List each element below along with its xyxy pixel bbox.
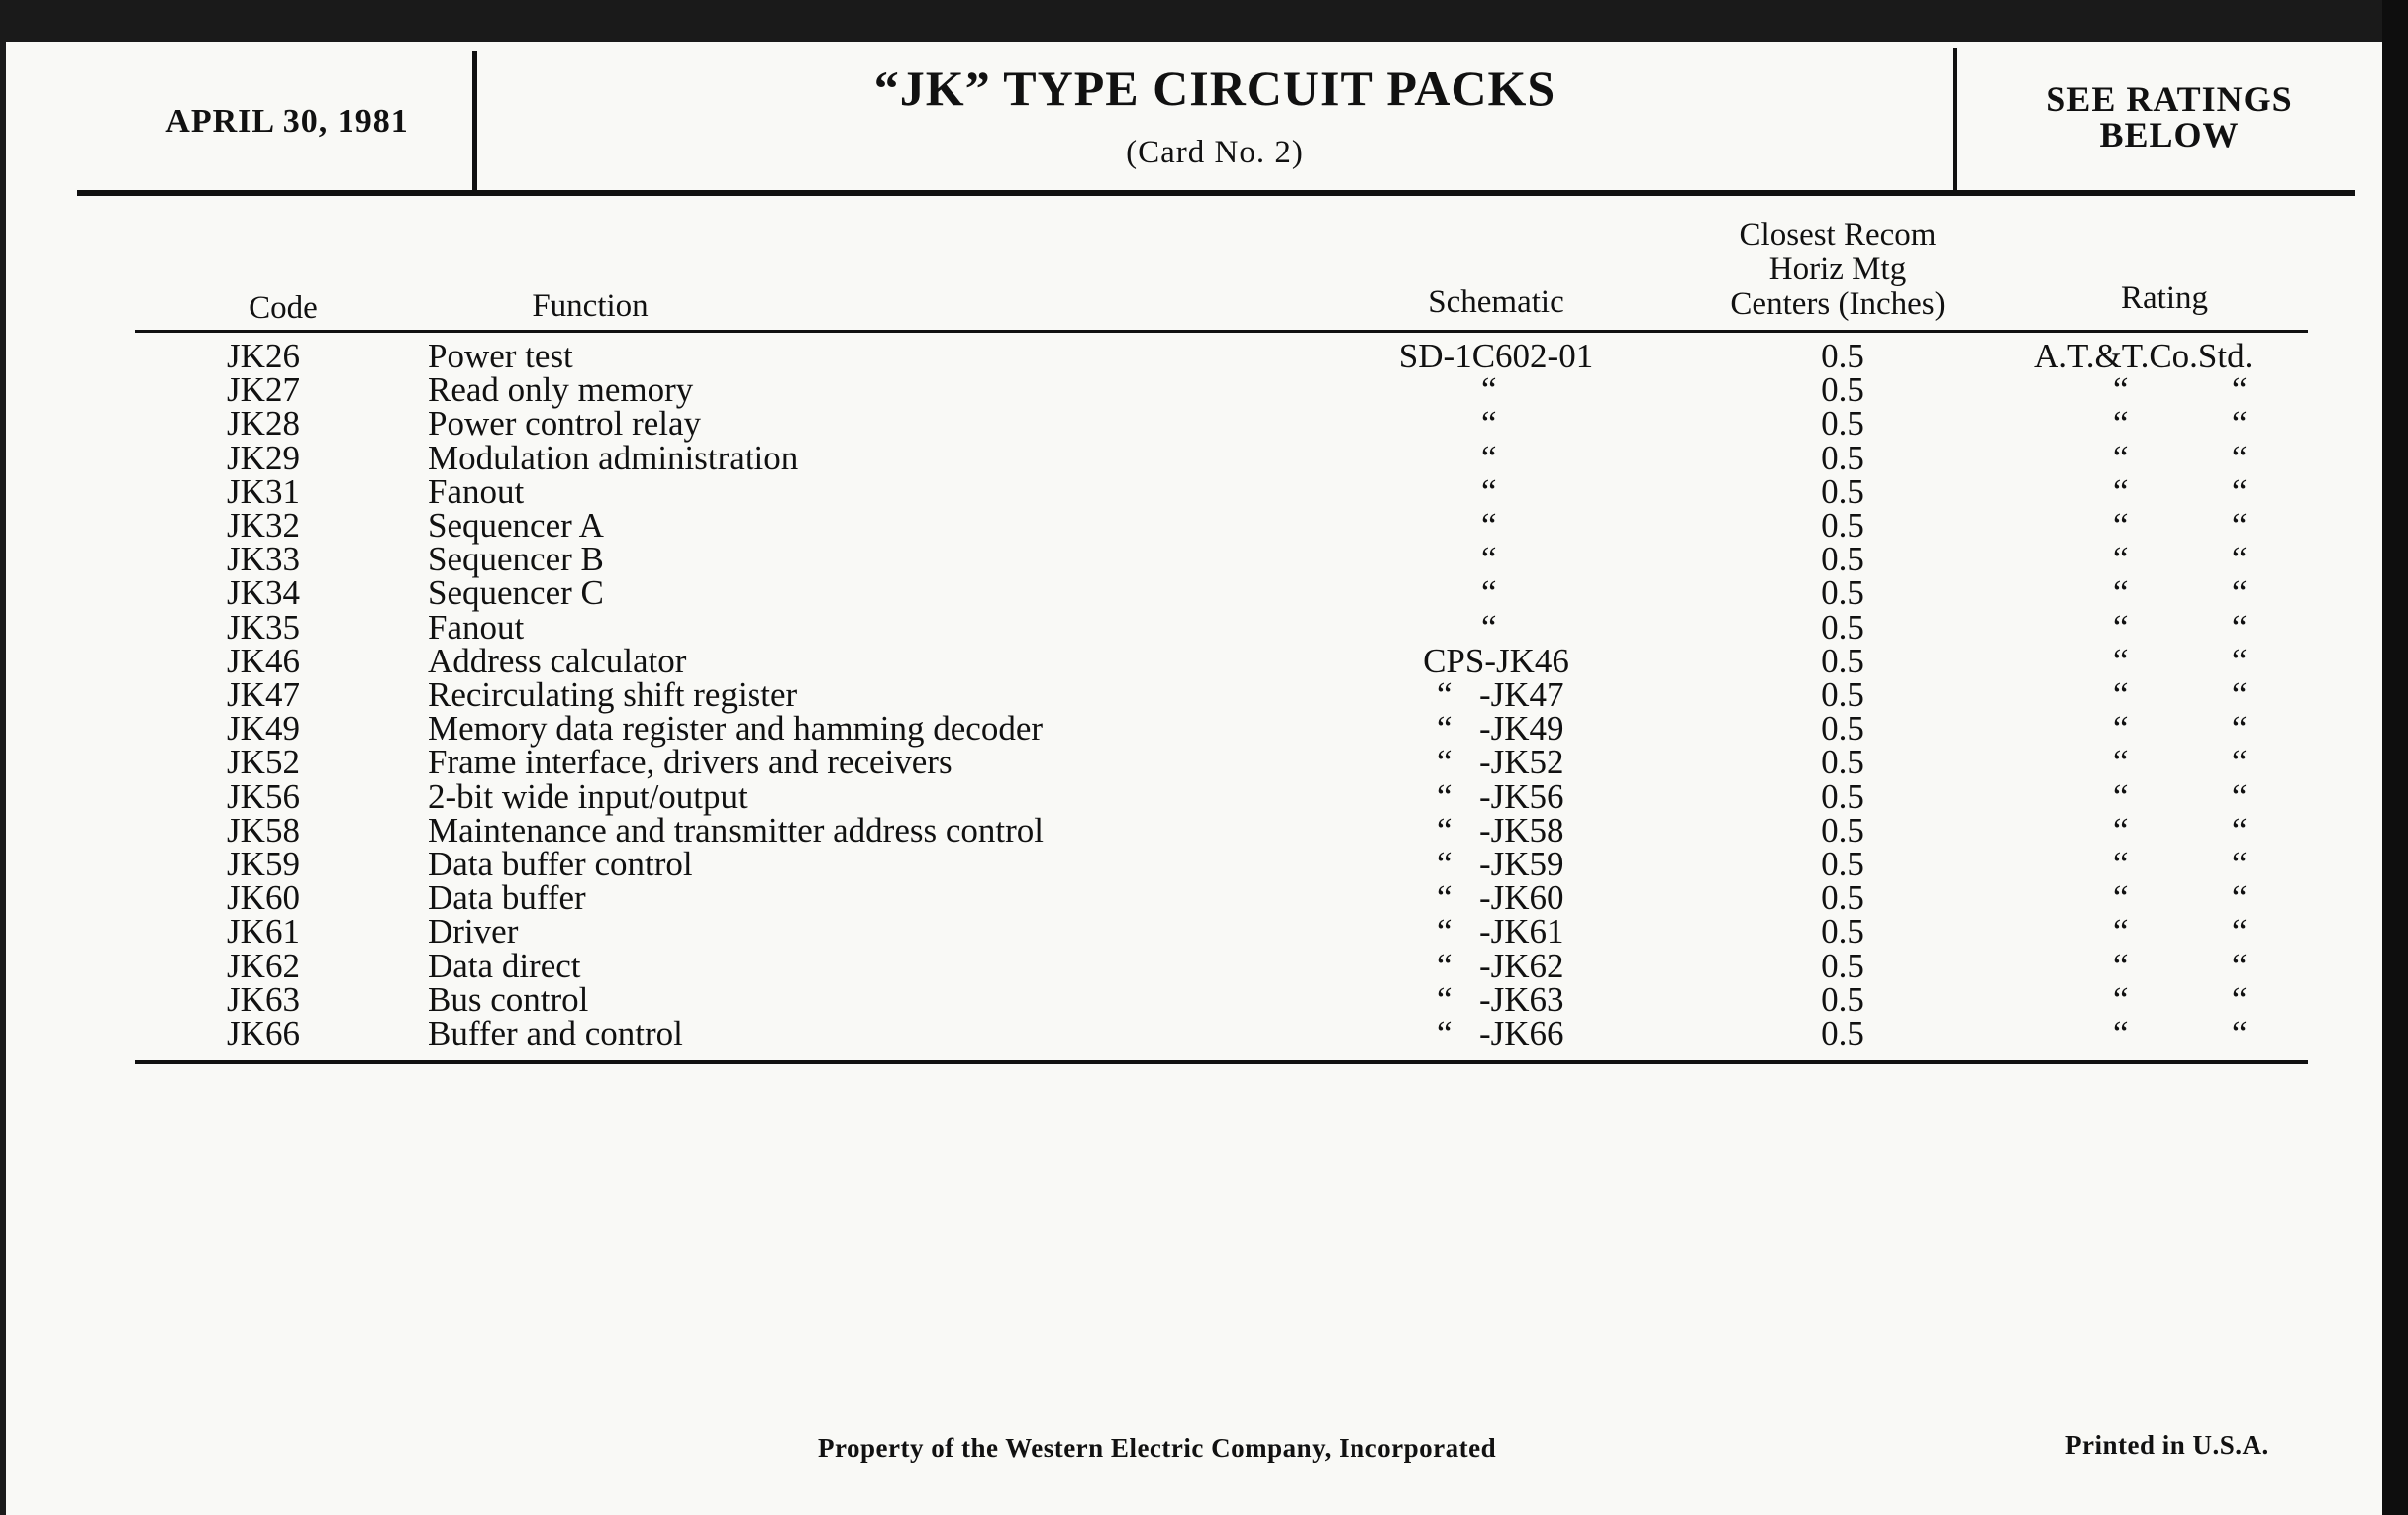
row-code: JK49 bbox=[227, 709, 300, 749]
row-rating-ditto: “ bbox=[2232, 641, 2248, 680]
row-schematic: -JK56 bbox=[1479, 776, 1564, 816]
row-code: JK58 bbox=[227, 810, 300, 850]
row-mounting-center: 0.5 bbox=[1821, 370, 1864, 410]
row-rating-ditto: “ bbox=[2113, 1014, 2129, 1053]
row-code: JK27 bbox=[227, 370, 300, 410]
row-mounting-center: 0.5 bbox=[1821, 1014, 1864, 1053]
row-code: JK28 bbox=[227, 404, 300, 444]
table-row bbox=[6, 979, 2382, 1019]
row-code: JK61 bbox=[227, 912, 300, 952]
row-rating-ditto: “ bbox=[2232, 946, 2248, 985]
row-function: Fanout bbox=[428, 607, 525, 647]
row-mounting-center: 0.5 bbox=[1821, 506, 1864, 545]
row-rating-ditto: “ bbox=[2232, 709, 2248, 749]
row-schematic: -JK49 bbox=[1479, 709, 1564, 749]
centers-header-line1: Closest Recom bbox=[1739, 217, 1937, 252]
row-schematic-ditto: “ bbox=[1437, 878, 1453, 918]
table-row bbox=[6, 675, 2382, 714]
row-schematic: -JK61 bbox=[1479, 912, 1564, 952]
row-mounting-center: 0.5 bbox=[1821, 438, 1864, 477]
card-date: APRIL 30, 1981 bbox=[165, 103, 409, 140]
table-row bbox=[6, 1014, 2382, 1053]
table-row bbox=[6, 404, 2382, 444]
row-code: JK31 bbox=[227, 471, 300, 511]
row-code: JK47 bbox=[227, 675, 300, 714]
row-rating-ditto: “ bbox=[2232, 607, 2248, 647]
table-row bbox=[6, 912, 2382, 952]
row-rating-ditto: “ bbox=[2232, 979, 2248, 1019]
ratings-note-line2: BELOW bbox=[2099, 115, 2240, 154]
row-schematic-ditto: “ bbox=[1481, 506, 1497, 545]
row-rating-ditto: “ bbox=[2113, 404, 2129, 444]
row-rating-ditto: “ bbox=[2232, 370, 2248, 410]
row-function: Sequencer A bbox=[428, 506, 604, 545]
row-rating-ditto: “ bbox=[2232, 573, 2248, 613]
row-function: Address calculator bbox=[428, 641, 687, 680]
row-mounting-center: 0.5 bbox=[1821, 979, 1864, 1019]
row-rating-ditto: “ bbox=[2232, 878, 2248, 918]
row-schematic-ditto: “ bbox=[1437, 675, 1453, 714]
row-rating-ditto: “ bbox=[2113, 438, 2129, 477]
row-function: Bus control bbox=[428, 979, 589, 1019]
row-mounting-center: 0.5 bbox=[1821, 404, 1864, 444]
row-rating-ditto: “ bbox=[2113, 506, 2129, 545]
row-function: Sequencer B bbox=[428, 540, 604, 579]
row-rating-ditto: “ bbox=[2232, 675, 2248, 714]
row-mounting-center: 0.5 bbox=[1821, 709, 1864, 749]
row-code: JK60 bbox=[227, 878, 300, 918]
centers-header-line2: Horiz Mtg bbox=[1768, 252, 1907, 287]
row-mounting-center: 0.5 bbox=[1821, 912, 1864, 952]
table-row bbox=[6, 878, 2382, 918]
column-header-schematic: Schematic bbox=[1428, 284, 1564, 320]
row-rating-ditto: “ bbox=[2232, 506, 2248, 545]
row-code: JK34 bbox=[227, 573, 300, 613]
row-schematic: -JK59 bbox=[1479, 845, 1564, 883]
row-function: Recirculating shift register bbox=[428, 675, 798, 714]
row-rating-ditto: “ bbox=[2113, 912, 2129, 952]
column-header-code: Code bbox=[249, 290, 318, 326]
row-rating-ditto: “ bbox=[2232, 912, 2248, 952]
row-mounting-center: 0.5 bbox=[1821, 641, 1864, 680]
row-schematic-ditto: “ bbox=[1437, 776, 1453, 816]
row-function: Modulation administration bbox=[428, 438, 799, 477]
table-row bbox=[6, 471, 2382, 511]
row-rating-ditto: “ bbox=[2232, 810, 2248, 850]
row-rating-ditto: “ bbox=[2232, 845, 2248, 883]
row-rating-ditto: “ bbox=[2113, 607, 2129, 647]
table-row bbox=[6, 810, 2382, 850]
row-schematic-ditto: “ bbox=[1481, 370, 1497, 410]
column-header-rating: Rating bbox=[2121, 280, 2208, 316]
row-schematic-ditto: “ bbox=[1437, 709, 1453, 749]
table-row bbox=[6, 506, 2382, 545]
row-schematic-ditto: “ bbox=[1437, 979, 1453, 1019]
row-rating-ditto: “ bbox=[2113, 979, 2129, 1019]
table-row bbox=[6, 946, 2382, 985]
row-schematic: SD-1C602-01 bbox=[1398, 337, 1594, 375]
row-rating-ditto: “ bbox=[2113, 471, 2129, 511]
table-row bbox=[6, 743, 2382, 782]
ratings-note bbox=[1971, 81, 2367, 152]
row-schematic: -JK63 bbox=[1479, 979, 1564, 1019]
table-row bbox=[6, 641, 2382, 680]
row-function: Driver bbox=[428, 912, 519, 952]
column-header-centers bbox=[1669, 218, 2006, 322]
row-rating-ditto: “ bbox=[2232, 776, 2248, 816]
column-header-rule bbox=[135, 330, 2308, 333]
card-title: “JK” TYPE CIRCUIT PACKS bbox=[873, 60, 1556, 116]
row-rating-ditto: “ bbox=[2113, 776, 2129, 816]
table-row bbox=[6, 337, 2382, 375]
row-mounting-center: 0.5 bbox=[1821, 573, 1864, 613]
row-schematic-ditto: “ bbox=[1437, 810, 1453, 850]
row-schematic: -JK52 bbox=[1479, 743, 1564, 782]
row-schematic: -JK62 bbox=[1479, 946, 1564, 985]
row-schematic-ditto: “ bbox=[1481, 607, 1497, 647]
index-card bbox=[6, 42, 2382, 1515]
table-row bbox=[6, 607, 2382, 647]
row-rating-ditto: “ bbox=[2113, 946, 2129, 985]
header-divider-right bbox=[1953, 48, 1957, 192]
row-rating-ditto: “ bbox=[2113, 641, 2129, 680]
row-rating-ditto: “ bbox=[2113, 675, 2129, 714]
table-row bbox=[6, 845, 2382, 883]
row-code: JK56 bbox=[227, 776, 300, 816]
row-code: JK62 bbox=[227, 946, 300, 985]
row-mounting-center: 0.5 bbox=[1821, 845, 1864, 883]
row-mounting-center: 0.5 bbox=[1821, 675, 1864, 714]
row-schematic-ditto: “ bbox=[1437, 743, 1453, 782]
row-code: JK33 bbox=[227, 540, 300, 579]
row-mounting-center: 0.5 bbox=[1821, 471, 1864, 511]
row-code: JK66 bbox=[227, 1014, 300, 1053]
row-rating-ditto: “ bbox=[2232, 540, 2248, 579]
row-mounting-center: 0.5 bbox=[1821, 337, 1864, 375]
row-rating-ditto: “ bbox=[2113, 573, 2129, 613]
row-mounting-center: 0.5 bbox=[1821, 607, 1864, 647]
row-code: JK29 bbox=[227, 438, 300, 477]
scan-border-right bbox=[2382, 0, 2408, 1515]
centers-header-line3: Centers (Inches) bbox=[1730, 286, 1946, 322]
row-code: JK26 bbox=[227, 337, 300, 375]
row-mounting-center: 0.5 bbox=[1821, 540, 1864, 579]
scan-border-top bbox=[0, 0, 2408, 42]
row-mounting-center: 0.5 bbox=[1821, 743, 1864, 782]
row-mounting-center: 0.5 bbox=[1821, 810, 1864, 850]
row-function: Power test bbox=[428, 337, 573, 375]
footer-printed: Printed in U.S.A. bbox=[2065, 1430, 2269, 1460]
row-schematic-ditto: “ bbox=[1481, 540, 1497, 579]
row-schematic-ditto: “ bbox=[1481, 404, 1497, 444]
row-rating-ditto: “ bbox=[2113, 743, 2129, 782]
row-rating-ditto: “ bbox=[2113, 845, 2129, 883]
row-function: Power control relay bbox=[428, 404, 702, 444]
row-schematic-ditto: “ bbox=[1481, 573, 1497, 613]
row-schematic: -JK60 bbox=[1479, 878, 1564, 918]
row-schematic-ditto: “ bbox=[1437, 946, 1453, 985]
header-rule bbox=[77, 190, 2355, 196]
table-row bbox=[6, 540, 2382, 579]
row-rating-ditto: “ bbox=[2113, 709, 2129, 749]
row-rating-ditto: “ bbox=[2232, 743, 2248, 782]
row-schematic-ditto: “ bbox=[1437, 845, 1453, 883]
row-function: Sequencer C bbox=[428, 573, 604, 613]
card-subtitle: (Card No. 2) bbox=[1126, 135, 1304, 170]
row-code: JK32 bbox=[227, 506, 300, 545]
table-row bbox=[6, 709, 2382, 749]
table-row bbox=[6, 776, 2382, 816]
row-function: Memory data register and hamming decoder bbox=[428, 709, 1044, 749]
table-row bbox=[6, 370, 2382, 410]
row-function: Buffer and control bbox=[428, 1014, 683, 1053]
row-function: Maintenance and transmitter address control bbox=[428, 810, 1045, 850]
row-function: Data buffer bbox=[428, 878, 586, 918]
column-header-function: Function bbox=[532, 288, 649, 324]
row-schematic: CPS-JK46 bbox=[1423, 641, 1569, 680]
row-rating-ditto: “ bbox=[2113, 878, 2129, 918]
row-schematic: -JK58 bbox=[1479, 810, 1564, 850]
row-rating-ditto: “ bbox=[2113, 370, 2129, 410]
row-schematic: -JK47 bbox=[1479, 675, 1564, 714]
row-code: JK59 bbox=[227, 845, 300, 883]
ratings-note-line1: SEE RATINGS bbox=[2046, 79, 2293, 119]
row-schematic-ditto: “ bbox=[1437, 912, 1453, 952]
row-schematic-ditto: “ bbox=[1437, 1014, 1453, 1053]
row-rating-ditto: “ bbox=[2232, 438, 2248, 477]
row-mounting-center: 0.5 bbox=[1821, 776, 1864, 816]
row-function: Frame interface, drivers and receivers bbox=[428, 743, 953, 782]
row-rating-ditto: “ bbox=[2232, 471, 2248, 511]
row-function: Read only memory bbox=[428, 370, 694, 410]
row-function: Data direct bbox=[428, 946, 581, 985]
row-code: JK52 bbox=[227, 743, 300, 782]
row-rating-ditto: “ bbox=[2232, 1014, 2248, 1053]
row-function: 2-bit wide input/output bbox=[428, 776, 748, 816]
row-rating: A.T.&T.Co.Std. bbox=[2034, 337, 2254, 375]
table-row bbox=[6, 573, 2382, 613]
table-row bbox=[6, 438, 2382, 477]
row-function: Data buffer control bbox=[428, 845, 693, 883]
row-code: JK46 bbox=[227, 641, 300, 680]
row-code: JK35 bbox=[227, 607, 300, 647]
row-rating-ditto: “ bbox=[2232, 404, 2248, 444]
footer-property: Property of the Western Electric Company, Incorporated bbox=[818, 1433, 1497, 1463]
row-schematic-ditto: “ bbox=[1481, 471, 1497, 511]
row-schematic-ditto: “ bbox=[1481, 438, 1497, 477]
row-mounting-center: 0.5 bbox=[1821, 946, 1864, 985]
row-schematic: -JK66 bbox=[1479, 1014, 1564, 1053]
table-bottom-rule bbox=[135, 1060, 2308, 1064]
row-code: JK63 bbox=[227, 979, 300, 1019]
row-function: Fanout bbox=[428, 471, 525, 511]
row-mounting-center: 0.5 bbox=[1821, 878, 1864, 918]
row-rating-ditto: “ bbox=[2113, 540, 2129, 579]
row-rating-ditto: “ bbox=[2113, 810, 2129, 850]
